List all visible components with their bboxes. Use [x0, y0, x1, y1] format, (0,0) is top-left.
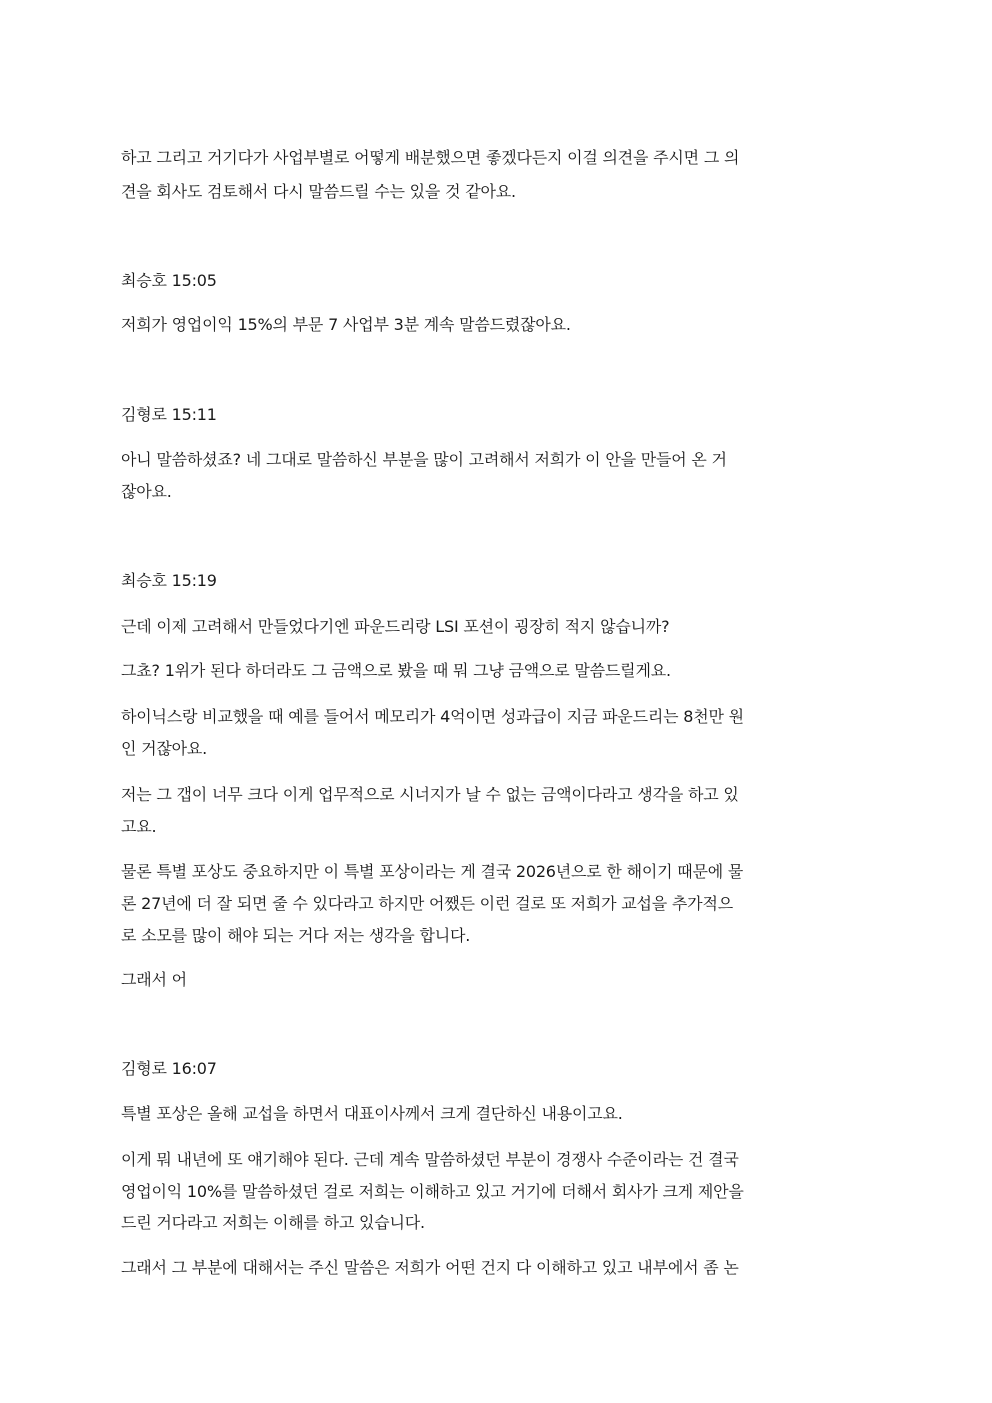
body-text-line: 하고 그리고 거기다가 사업부별로 어떻게 배분했으면 좋겠다든지 이걸 의견을 주시면 그 의	[121, 148, 740, 167]
speaker-timestamp: 최승호 15:19	[121, 571, 217, 590]
body-text-line: 이게 뭐 내년에 또 얘기해야 된다. 근데 계속 말씀하셨던 부분이 경쟁사 수준이라는 건 결국	[121, 1150, 739, 1169]
body-text-line: 특별 포상은 올해 교섭을 하면서 대표이사께서 크게 결단하신 내용이고요.	[121, 1104, 623, 1123]
body-text-line: 그래서 어	[121, 970, 187, 989]
body-text-line: 잖아요.	[121, 482, 172, 501]
body-text-line: 그래서 그 부분에 대해서는 주신 말씀은 저희가 어떤 건지 다 이해하고 있고 내부에서 좀 논	[121, 1258, 739, 1277]
body-text-line: 고요.	[121, 817, 157, 836]
body-text-line: 그쵸? 1위가 된다 하더라도 그 금액으로 봤을 때 뭐 그냥 금액으로 말씀드릴게요.	[121, 661, 671, 680]
body-text-line: 하이닉스랑 비교했을 때 예를 들어서 메모리가 4억이면 성과급이 지금 파운드리는 8천만 원	[121, 707, 744, 726]
body-text-line: 로 소모를 많이 해야 되는 거다 저는 생각을 합니다.	[121, 926, 471, 945]
speaker-timestamp: 김형로 15:11	[121, 405, 217, 424]
body-text-line: 아니 말씀하셨죠? 네 그대로 말씀하신 부분을 많이 고려해서 저희가 이 안을 만들어 온 거	[121, 450, 727, 469]
body-text-line: 근데 이제 고려해서 만들었다기엔 파운드리랑 LSI 포션이 굉장히 적지 않습니까?	[121, 617, 670, 636]
body-text-line: 영업이익 10%를 말씀하셨던 걸로 저희는 이해하고 있고 거기에 더해서 회사가 크게 제안을	[121, 1182, 744, 1201]
body-text-line: 론 27년에 더 잘 되면 줄 수 있다라고 하지만 어쨌든 이런 걸로 또 저희가 교섭을 추가적으	[121, 894, 733, 913]
body-text-line: 저희가 영업이익 15%의 부문 7 사업부 3분 계속 말씀드렸잖아요.	[121, 315, 571, 334]
speaker-timestamp: 김형로 16:07	[121, 1059, 217, 1078]
body-text-line: 인 거잖아요.	[121, 739, 208, 758]
body-text-line: 견을 회사도 검토해서 다시 말씀드릴 수는 있을 것 같아요.	[121, 182, 516, 201]
speaker-timestamp: 최승호 15:05	[121, 271, 217, 290]
body-text-line: 물론 특별 포상도 중요하지만 이 특별 포상이라는 게 결국 2026년으로 한 해이기 때문에 물	[121, 862, 744, 881]
body-text-line: 드린 거다라고 저희는 이해를 하고 있습니다.	[121, 1213, 425, 1232]
body-text-line: 저는 그 갭이 너무 크다 이게 업무적으로 시너지가 날 수 없는 금액이다라고 생각을 하고 있	[121, 785, 739, 804]
